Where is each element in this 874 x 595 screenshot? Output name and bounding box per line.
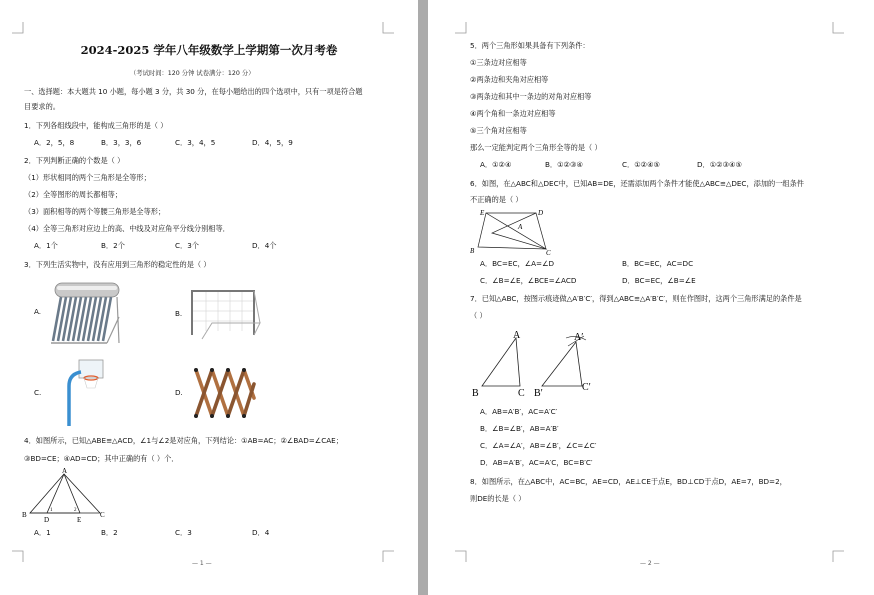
q6-label-c: C [546, 249, 551, 257]
q2-line-3: （3）面积相等的两个等腰三角形是全等形； [24, 207, 166, 216]
q1-stem: 1．下列各组线段中，能构成三角形的是（ ） [24, 121, 168, 130]
q4-label-angle-1: 1 [50, 508, 53, 513]
q2-option-a: A．1个 [34, 241, 58, 250]
q4-triangle-figure [20, 466, 112, 524]
q2-option-c: C．3个 [175, 241, 199, 250]
q4-label-angle-2: 2 [74, 508, 77, 513]
q3-option-c: C. [34, 388, 42, 397]
q5-cond-5: ⑤三个角对应相等 [470, 126, 527, 135]
q8-stem: 8．如图所示，在△ABC中，AC=BC，AE=CD，AE⊥CE于点E，BD⊥CD于点D，AE=7，BD=2， [470, 477, 787, 486]
q5-ask: 那么一定能判定两个三角形全等的是（ ） [470, 143, 602, 152]
page-number: — 2 — [640, 560, 660, 567]
crop-mark-bottom-right [382, 550, 394, 562]
q2-line-4: （4）全等三角形对应边上的高、中线及对应角平分线分别相等． [24, 224, 230, 233]
q4-stem-cont: ③BD=CE；④AD=CD；其中正确的有（ ）个． [24, 454, 179, 463]
q6-triangle-figure [470, 205, 552, 257]
q1-option-a: A．2，5，8 [34, 138, 75, 147]
q6-stem-cont: 不正确的是（ ） [470, 195, 523, 204]
q5-stem: 5．两个三角形如果具备有下列条件： [470, 41, 590, 50]
q4-option-a: A．1 [34, 528, 51, 537]
crop-mark-top-right [832, 22, 844, 34]
q2-stem: 2．下列判断正确的个数是（ ） [24, 156, 125, 165]
q4-option-d: D．4 [252, 528, 270, 537]
q3-option-b: B. [175, 309, 183, 318]
q1-option-d: D．4，5，9 [252, 138, 293, 147]
q4-option-c: C．3 [175, 528, 192, 537]
crop-mark-top-right [382, 22, 394, 34]
exam-subtitle: （考试时间：120 分钟 试卷满分：120 分） [130, 70, 255, 77]
q5-option-a: A．①②④ [480, 160, 512, 169]
section-heading-cont: 目要求的。 [24, 102, 60, 111]
q4-option-b: B．2 [101, 528, 118, 537]
crop-mark-bottom-left [12, 550, 24, 562]
wooden-rack-image [190, 364, 260, 422]
q6-option-b: B．BC=EC，AC=DC [622, 259, 694, 268]
q4-stem: 4．如图所示，已知△ABE≌△ACD，∠1与∠2是对应角，下列结论：①AB=AC；②∠BAD=∠CAE； [24, 436, 343, 445]
crop-mark-bottom-right [832, 550, 844, 562]
q4-label-e: E [77, 516, 82, 524]
q6-option-a: A．BC=EC，∠A=∠D [480, 259, 555, 268]
q4-label-d: D [44, 516, 50, 524]
q6-label-b: B [470, 247, 475, 255]
solar-water-heater-image [47, 277, 123, 349]
q5-cond-1: ①三条边对应相等 [470, 58, 527, 67]
q6-label-e: E [480, 209, 485, 217]
q7-option-b: B．∠B=∠B′，AB=A′B′ [480, 424, 559, 433]
q5-option-b: B．①②③④ [545, 160, 583, 169]
q6-option-c: C．∠B=∠E，∠BCE=∠ACD [480, 276, 577, 285]
q2-line-2: （2）全等图形的周长都相等； [24, 190, 123, 199]
q2-line-1: （1）形状相同的两个三角形是全等形； [24, 173, 151, 182]
q5-option-c: C．①②④⑤ [622, 160, 660, 169]
q3-stem: 3．下列生活实物中，没有应用到三角形的稳定性的是（ ） [24, 260, 211, 269]
q7-stem: 7．已知△ABC，按图示痕迹做△A′B′C′，得到△ABC≌△A′B′C′，则在作图时，这两个三角形满足的条件是 [470, 294, 802, 303]
crop-mark-top-left [455, 22, 467, 34]
q2-option-d: D．4个 [252, 241, 277, 250]
q3-option-a: A. [34, 307, 42, 316]
q8-stem-cont: 则DE的长是（ ） [470, 494, 526, 503]
q7-option-d: D．AB=A′B′，AC=A′C，BC=B′C′ [480, 458, 593, 467]
q1-option-b: B．3，3，6 [101, 138, 142, 147]
q5-option-d: D．①②③④⑤ [697, 160, 742, 169]
q5-cond-4: ④两个角和一条边对应相等 [470, 109, 556, 118]
q3-option-d: D. [175, 388, 183, 397]
crop-mark-bottom-left [455, 550, 467, 562]
page-2 [428, 0, 874, 595]
q5-cond-2: ②两条边和夹角对应相等 [470, 75, 549, 84]
page-1 [0, 0, 418, 595]
q7-label-b: B [472, 388, 479, 399]
q7-option-c: C．∠A=∠A′，AB=∠B′，∠C=∠C′ [480, 441, 597, 450]
q6-label-d: D [538, 209, 544, 217]
basketball-hoop-image [61, 356, 107, 428]
q7-label-a-prime: A′ [574, 332, 584, 343]
q7-label-b-prime: B′ [534, 388, 543, 399]
q4-label-a: A [62, 467, 68, 475]
q1-option-c: C．3，4，5 [175, 138, 216, 147]
q7-label-c-prime: C′ [582, 382, 591, 393]
q6-option-d: D．BC=EC，∠B=∠E [622, 276, 696, 285]
q4-label-b: B [22, 511, 27, 519]
q7-stem-cont: （ ） [470, 311, 487, 320]
crop-mark-top-left [12, 22, 24, 34]
q6-stem: 6．如图，在△ABC和△DEC中，已知AB=DE，还需添加两个条件才能使△ABC≌△DEC，添加的一组条件 [470, 179, 804, 188]
q7-option-a: A．AB=A′B′，AC=A′C′ [480, 407, 558, 416]
q7-label-c: C [518, 388, 525, 399]
page-number: — 1 — [192, 560, 212, 567]
q7-construction-figure [470, 326, 600, 400]
section-heading: 一、选择题：本大题共 10 小题，每小题 3 分，共 30 分，在每小题给出的四个选项中，只有一项是符合题 [24, 87, 363, 96]
exam-title: 2024-2025 学年八年级数学上学期第一次月考卷 [80, 43, 338, 57]
q7-label-a: A [513, 330, 521, 341]
q6-label-a: A [518, 223, 523, 231]
q4-label-c: C [100, 511, 105, 519]
q5-cond-3: ③两条边和其中一条边的对角对应相等 [470, 92, 592, 101]
soccer-goal-image [188, 287, 262, 341]
q2-option-b: B．2个 [101, 241, 125, 250]
